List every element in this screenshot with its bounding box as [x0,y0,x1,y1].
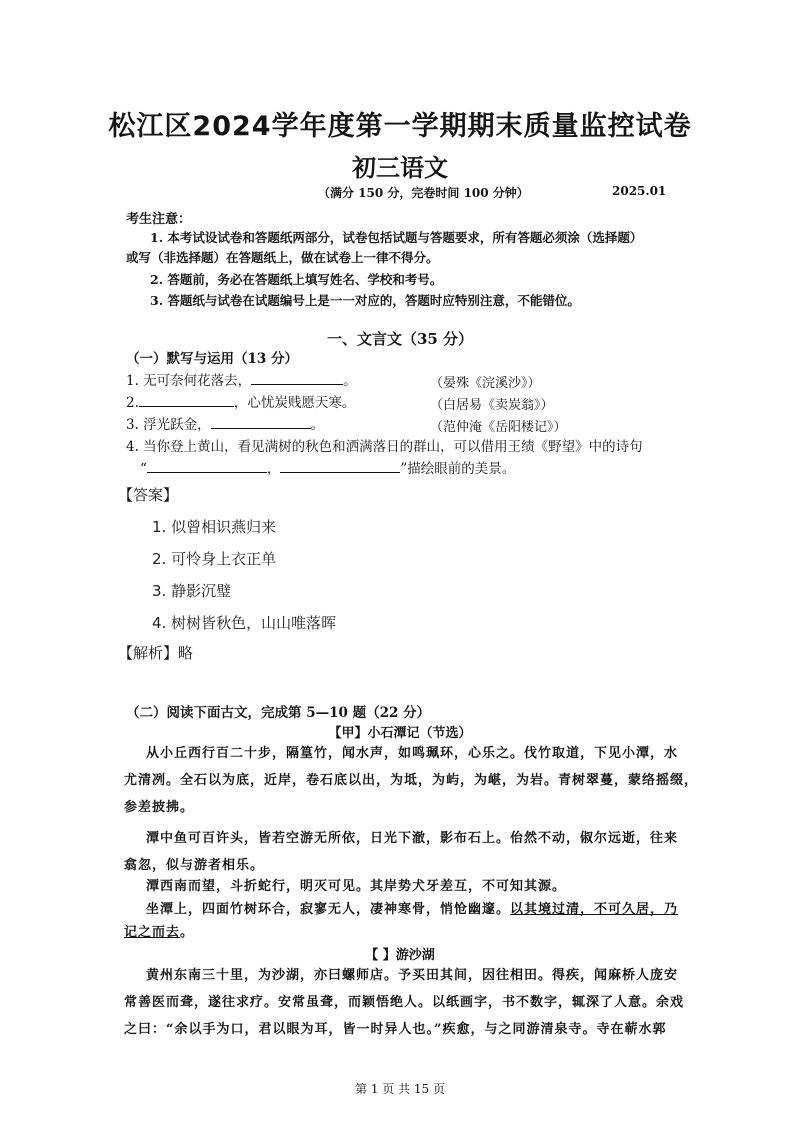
question-source: （白居易《卖炭翁》） [430,398,554,413]
exam-meta: （满分 150 分，完卷时间 100 分钟） [318,186,529,200]
passage-line: 参差披拂。 [124,800,195,815]
quote-open: “ [140,461,147,477]
passage-line: 翕忽，似与游者相乐。 [124,858,265,873]
question-1 [126,370,357,392]
passage-a-title: 【甲】小石潭记（节选） [328,726,472,741]
notice-line: 或写（非选择题）在答题纸上，做在试卷上一律不得分。 [126,250,439,265]
passage-line: 潭西南而望，斗折蛇行，明灭可见。其岸势犬牙差互，不可知其源。 [146,879,567,894]
answer-blank [280,458,400,473]
passage-line [146,896,678,923]
answer-blank [147,458,267,473]
comma: ， [266,461,281,477]
passage-text: 。 [180,925,195,940]
passage-line: 常善医而聋，遂往求疗。安常虽聋，而颖悟绝人。以纸画字，书不数字，辄深了人意。余戏 [124,995,685,1010]
underlined-text: 记之而去 [124,925,181,940]
answer-blank [251,370,343,385]
passage-line: 黄州东南三十里，为沙湖，亦曰螺师店。予买田其间，因往相田。得疾，闻麻桥人庞安 [146,968,679,983]
answer-blank [211,414,311,429]
passage-text: 坐潭上，四面竹树环合，寂寥无人，凄神寒骨，悄怆幽邃。 [146,902,511,917]
question-4: 4. 当你登上黄山，看见满树的秋色和洒满落日的群山，可以借用王绩《野望》中的诗句 [126,439,643,455]
passage-line: 之曰：“余以手为口，君以眼为耳，皆一时异人也。”疾愈，与之同游清泉寺。寺在蕲水郭 [124,1022,667,1037]
question-source: （晏殊《浣溪沙》） [430,376,541,391]
part2-title: （二）阅读下面古文，完成第 5—10 题（22 分） [126,705,431,721]
question-4-blanks [140,458,515,480]
answer-label: 【答案】 [118,486,179,504]
passage-b-title: 【 】游沙湖 [365,948,435,963]
question-text: ”描绘眼前的美景。 [400,461,516,477]
passage-line: 潭中鱼可百许头，皆若空游无所依，日光下澈，影布石上。佁然不动，俶尔远逝，往来 [146,831,679,846]
question-3 [126,414,324,436]
question-text: ，心忧炭贱愿天寒。 [233,395,356,411]
question-source: （范仲淹《岳阳楼记》） [430,420,567,435]
analysis-label: 【解析】略 [118,644,194,662]
exam-subtitle: 初三语文 [352,154,448,182]
passage-line: 尤清冽。全石以为底，近岸，卷石底以出，为坻，为屿，为嵁，为岩。青树翠蔓，蒙络摇缀， [124,773,699,788]
page-footer: 第 1 页 共 15 页 [355,1082,445,1096]
underlined-text: 以其境过清，不可久居，乃 [510,902,679,917]
exam-date: 2025.01 [612,184,667,198]
section-title: 一、文言文（35 分） [326,330,474,348]
answer-item: 1. 似曾相识燕归来 [152,518,277,536]
question-text: 1. 无可奈何花落去， [126,373,252,389]
answer-item: 2. 可怜身上衣正单 [152,550,277,568]
answer-blank [139,392,234,407]
answer-item: 4. 树树皆秋色，山山唯落晖 [152,614,337,632]
question-text: 。 [310,417,325,433]
question-text: 3. 浮光跃金， [126,417,211,433]
exam-title: 松江区2024学年度第一学期期末质量监控试卷 [108,111,692,142]
passage-line: 从小丘西行百二十步，隔篁竹，闻水声，如鸣珮环，心乐之。伐竹取道，下见小潭，水 [146,746,679,761]
notice-line: 3. 答题纸与试卷在试题编号上是一一对应的，答题时应特别注意，不能错位。 [150,293,580,308]
question-2 [126,392,355,414]
notice-title: 考生注意： [126,212,192,227]
question-text: 。 [343,373,357,389]
part-title: （一）默写与运用（13 分） [126,351,298,367]
passage-line [124,919,194,946]
notice-line: 1. 本考试设试卷和答题纸两部分，试卷包括试题与答题要求，所有答题必须涂（选择题） [150,230,643,245]
notice-line: 2. 答题前，务必在答题纸上填写姓名、学校和考号。 [150,272,443,287]
question-text: 2. [126,395,139,411]
answer-item: 3. 静影沉璧 [152,582,232,600]
